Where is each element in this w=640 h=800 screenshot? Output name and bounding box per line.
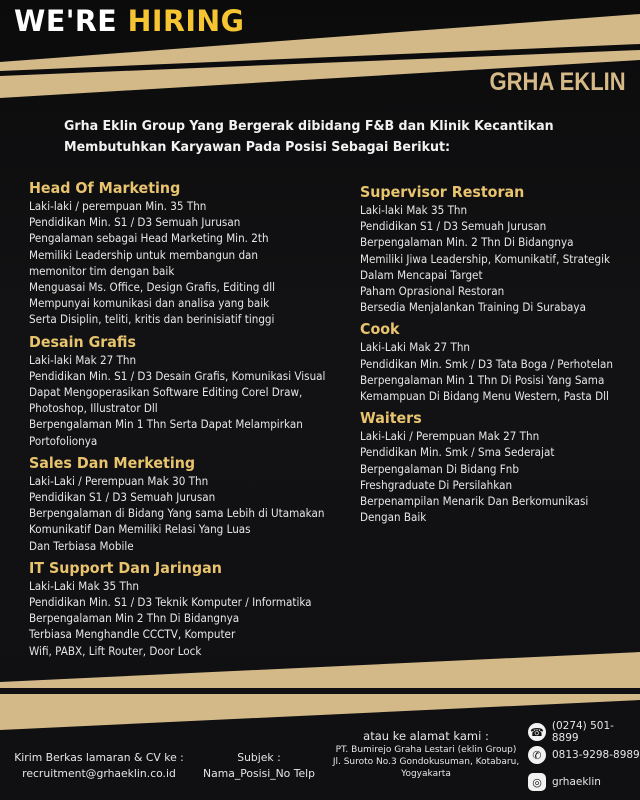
requirement: Laki-Laki / Perempuan Mak 30 Thn — [29, 474, 209, 488]
requirement: Berpengalaman di Bidang Yang sama Lebih di Utamakan — [29, 507, 325, 521]
headline-white: WE'RE — [14, 4, 128, 38]
requirement: Menguasai Ms. Office, Design Grafis, Editing dll — [29, 281, 276, 295]
requirement: Laki-Laki Mak 27 Thn — [360, 341, 471, 355]
requirement: Pengalaman sebagai Head Marketing Min. 2th — [29, 232, 269, 246]
job-title: Sales Dan Merketing — [29, 453, 196, 472]
requirement: Berpengalaman Min. 2 Thn Di Bidangnya — [360, 236, 574, 250]
requirement: Dengan Baik — [360, 511, 427, 525]
jobs-right-column — [360, 181, 640, 528]
requirement: Portofolionya — [29, 434, 98, 448]
requirement: Laki-laki Mak 27 Thn — [29, 353, 137, 367]
address-line: PT. Bumirejo Graha Lestari (eklin Group) — [335, 745, 517, 755]
subject-block — [194, 750, 324, 782]
requirement: Pendidikan S1 / D3 Semuah Jurusan — [29, 491, 216, 505]
headline — [14, 4, 244, 38]
requirement: Serta Disiplin, teliti, kritis dan berinisiatif tinggi — [29, 313, 275, 327]
requirement: Berpengalaman Min 1 Thn Serta Dapat Melampirkan — [29, 418, 303, 432]
contact-whatsapp[interactable] — [528, 746, 640, 764]
requirement: Kemampuan Di Bidang Menu Western, Pasta Dll — [360, 390, 609, 404]
send-label: Kirim Berkas lamaran & CV ke : — [14, 751, 184, 764]
phone-number: (0274) 501-8899 — [551, 720, 614, 744]
requirement: Freshgraduate Di Persilahkan — [360, 478, 513, 492]
requirement: Laki-laki / perempuan Min. 35 Thn — [29, 200, 207, 213]
requirement: Pendidikan S1 / D3 Semuah Jurusan — [360, 220, 547, 234]
requirement: Memiliki Jiwa Leadership, Komunikatif, Strategik — [360, 252, 611, 266]
job-waiters — [360, 407, 640, 526]
job-head-of-marketing — [29, 177, 359, 329]
job-it-support — [29, 557, 359, 660]
whatsapp-icon: ✆ — [528, 746, 546, 764]
requirement: Berpenampilan Menarik Dan Berkomunikasi — [360, 495, 589, 509]
requirement: Terbiasa Menghandle CCCTV, Komputer — [29, 628, 236, 642]
job-title: IT Support Dan Jaringan — [29, 558, 222, 577]
job-supervisor-restoran — [360, 181, 640, 316]
address-lead: atau ke alamat kami : — [363, 729, 489, 743]
requirement: Paham Oprasional Restoran — [360, 285, 505, 299]
headline-accent: HIRING — [127, 4, 245, 38]
telephone-icon: ☎ — [528, 723, 546, 741]
address-line: Jl. Suroto No.3 Gondokusuman, Kotabaru, — [332, 757, 520, 767]
requirement: Pendidikan Min. Smk / Sma Sederajat — [360, 446, 555, 460]
intro-text — [64, 116, 585, 158]
contact-instagram[interactable] — [528, 773, 601, 791]
jobs-left-column — [29, 177, 359, 662]
requirement: Komunikatif Dan Memiliki Relasi Yang Luas — [29, 523, 251, 537]
instagram-icon: ◎ — [528, 773, 546, 791]
email-link[interactable]: recruitment@grhaeklin.co.id — [22, 767, 176, 780]
requirement: Berpengalaman Min 2 Thn Di Bidangnya — [29, 612, 240, 626]
requirement: Dan Terbiasa Mobile — [29, 539, 134, 553]
job-title: Supervisor Restoran — [360, 183, 525, 201]
whatsapp-number: 0813-9298-8989 — [552, 749, 640, 761]
job-cook — [360, 318, 640, 405]
contact-phone[interactable] — [528, 720, 640, 744]
requirement: Pendidikan Min. S1 / D3 Semuah Jurusan — [29, 216, 241, 230]
requirement: Pendidikan Min. Smk / D3 Tata Boga / Perhotelan — [360, 357, 613, 371]
requirement: Berpengalaman Di Bidang Fnb — [360, 462, 519, 476]
footer — [0, 720, 640, 800]
job-title: Cook — [360, 320, 400, 339]
requirement: Berpengalaman Min 1 Thn Di Posisi Yang Sama — [360, 373, 605, 387]
subject-format: Nama_Posisi_No Telp — [203, 767, 315, 780]
requirement: Photoshop, Illustrator Dll — [29, 402, 158, 416]
requirement: Pendidikan Min. S1 / D3 Desain Grafis, Komunikasi Visual — [29, 369, 326, 383]
requirement: Bersedia Menjalankan Training Di Surabaya — [360, 301, 586, 315]
requirement: Dapat Mengoperasikan Software Editing Corel Draw, — [29, 386, 303, 400]
brand-logo-text: GRHA EKLIN — [489, 68, 626, 96]
job-desain-grafis — [29, 331, 359, 450]
requirement: memonitor tim dengan baik — [29, 264, 175, 278]
requirement: Wifi, PABX, Lift Router, Door Lock — [29, 644, 202, 658]
requirement: Memiliki Leadership untuk membangun dan — [29, 248, 259, 262]
address-line: Yogyakarta — [401, 769, 451, 779]
requirement: Dalam Mencapai Target — [360, 268, 483, 282]
job-title: Desain Grafis — [29, 332, 136, 351]
requirement: Mempunyai komunikasi dan analisa yang baik — [29, 297, 270, 311]
requirement: Laki-Laki / Perempuan Mak 27 Thn — [360, 430, 540, 444]
address-block — [326, 728, 526, 780]
instagram-handle: grhaeklin — [552, 776, 601, 788]
job-sales-dan-marketing — [29, 452, 359, 555]
requirement: Laki-Laki Mak 35 Thn — [29, 579, 140, 593]
intro-line-1: Grha Eklin Group Yang Bergerak dibidang F&B dan Klinik Kecantikan — [64, 118, 554, 134]
job-title: Waiters — [360, 409, 422, 428]
requirement: Pendidikan Min. S1 / D3 Teknik Komputer / Informatika — [29, 596, 312, 610]
requirement: Laki-laki Mak 35 Thn — [360, 204, 468, 217]
subject-label: Subjek : — [237, 751, 281, 764]
job-title: Head Of Marketing — [29, 179, 181, 197]
send-application-block — [8, 750, 190, 782]
intro-line-2: Membutuhkan Karyawan Pada Posisi Sebagai Berikut: — [64, 139, 451, 155]
